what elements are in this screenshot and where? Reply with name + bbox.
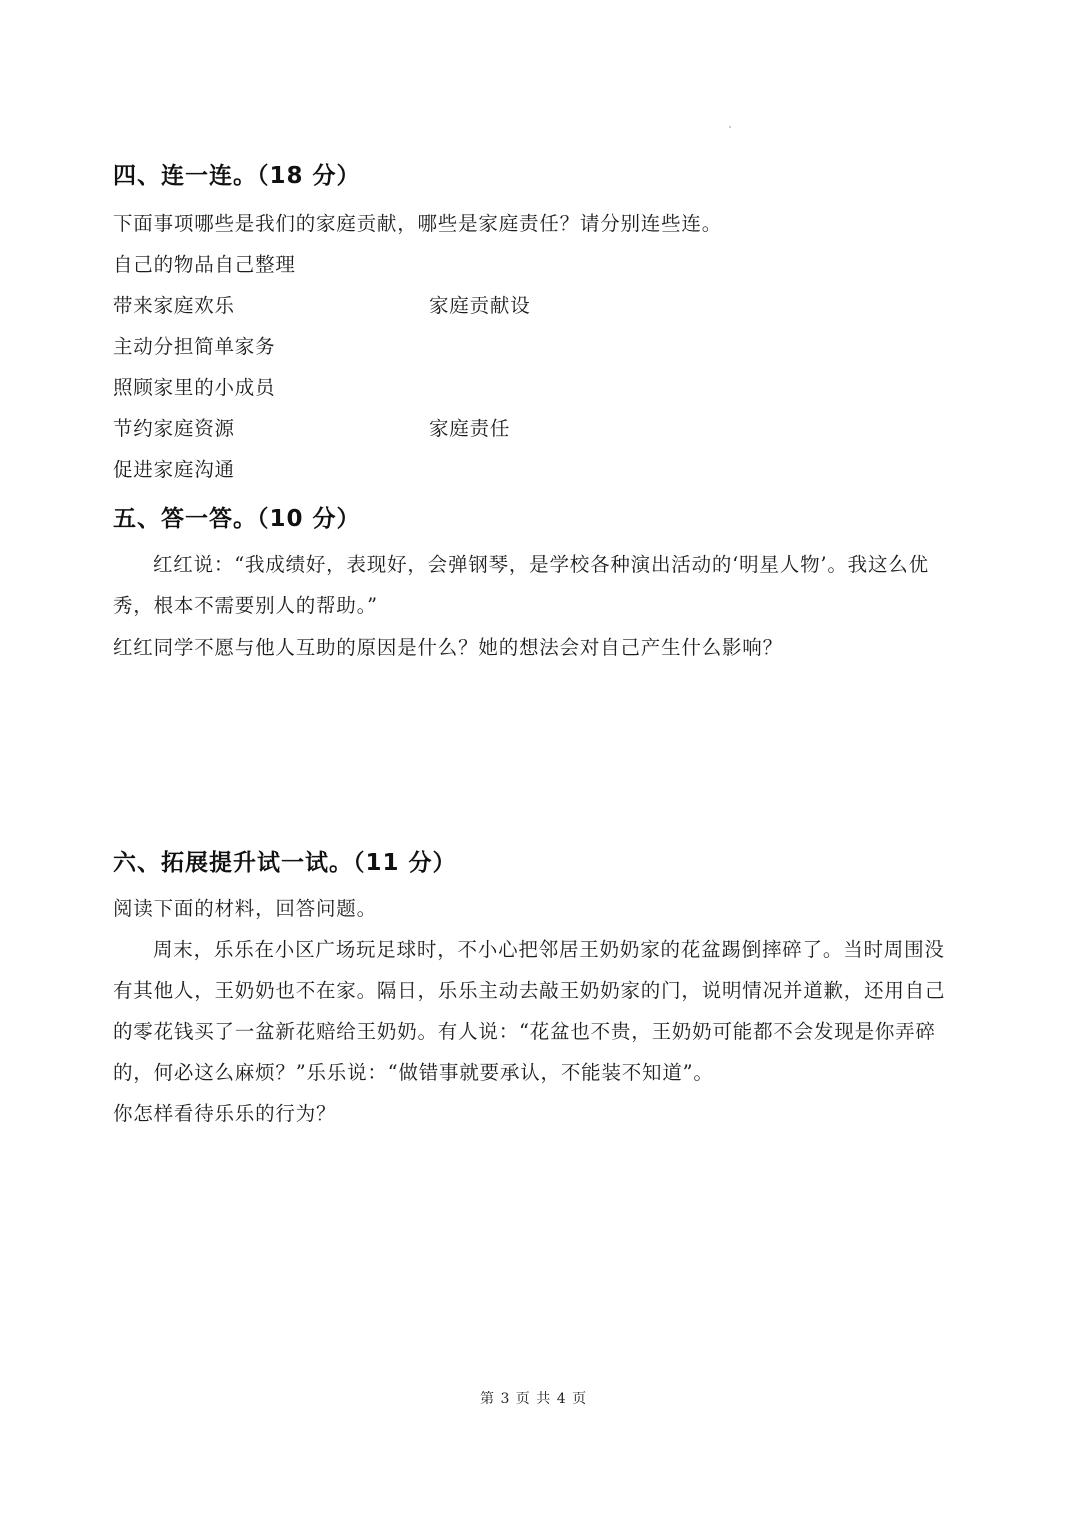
- section6-paragraph-line: 有其他人，王奶奶也不在家。隔日，乐乐主动去敲王奶奶家的门，说明情况并道歉，还用自己: [113, 979, 946, 1002]
- section6-paragraph-line: 的零花钱买了一盆新花赔给王奶奶。有人说：“花盆也不贵，王奶奶可能都不会发现是你弄碎: [113, 1020, 936, 1043]
- section6-heading: 六、拓展提升试一试。（11 分）: [113, 850, 457, 876]
- section6-paragraph-line: 周末，乐乐在小区广场玩足球时，不小心把邻居王奶奶家的花盆踢倒摔碎了。当时周围没: [153, 938, 945, 961]
- left-item: 带来家庭欢乐: [113, 294, 235, 317]
- page-number-footer: 第 3 页 共 4 页: [480, 1391, 588, 1407]
- right-item-responsibility: 家庭责任: [429, 417, 511, 440]
- section4-heading: 四、连一连。（18 分）: [113, 163, 361, 189]
- section6-paragraph-line: 的，何必这么麻烦？”乐乐说：“做错事就要承认，不能装不知道”。: [113, 1061, 714, 1084]
- left-item: 促进家庭沟通: [113, 458, 235, 481]
- left-item: 节约家庭资源: [113, 417, 235, 440]
- section6-question: 你怎样看待乐乐的行为？: [113, 1102, 337, 1125]
- section5-paragraph-line: 秀，根本不需要别人的帮助。”: [113, 594, 378, 617]
- section5-question: 红红同学不愿与他人互助的原因是什么？她的想法会对自己产生什么影响？: [113, 636, 783, 659]
- left-item: 照顾家里的小成员: [113, 376, 276, 399]
- section5-heading: 五、答一答。（10 分）: [113, 506, 361, 532]
- section4-instruction: 下面事项哪些是我们的家庭贡献，哪些是家庭责任？请分别连些连。: [113, 212, 723, 235]
- left-item: 自己的物品自己整理: [113, 253, 296, 276]
- scan-speck: [729, 126, 731, 128]
- section6-instruction: 阅读下面的材料，回答问题。: [113, 897, 377, 920]
- left-item: 主动分担简单家务: [113, 335, 276, 358]
- section5-paragraph-line: 红红说：“我成绩好，表现好，会弹钢琴，是学校各种演出活动的‘明星人物’。我这么优: [153, 553, 929, 576]
- right-item-contribution: 家庭贡献设: [429, 294, 531, 317]
